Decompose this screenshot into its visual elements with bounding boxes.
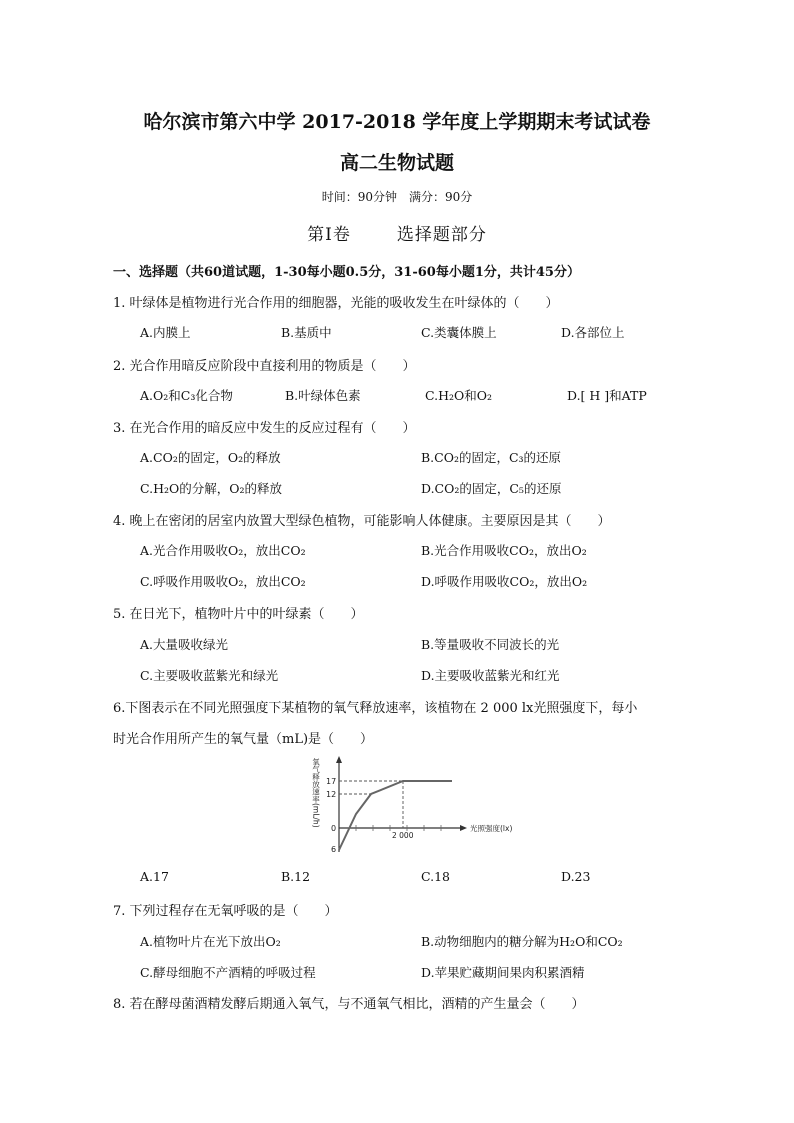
question-1-option-a: A.内膜上 bbox=[140, 325, 191, 340]
question-4-option-b: B.光合作用吸收CO₂，放出O₂ bbox=[421, 543, 587, 558]
exam-subtitle: 高二生物试题 bbox=[339, 152, 454, 174]
question-1-option-b: B.基质中 bbox=[281, 325, 332, 340]
question-2-option-c: C.H₂O和O₂ bbox=[425, 388, 493, 403]
question-1-option-d: D.各部位上 bbox=[561, 325, 625, 340]
y-tick-17: 17 bbox=[326, 777, 337, 786]
question-7-option-c: C.酵母细胞不产酒精的呼吸过程 bbox=[140, 965, 316, 980]
question-6-option-c: C.18 bbox=[421, 869, 450, 884]
y-tick-0: 0 bbox=[331, 824, 337, 833]
oxygen-release-graph bbox=[286, 754, 513, 854]
question-4-option-a: A.光合作用吸收O₂，放出CO₂ bbox=[140, 543, 306, 558]
question-6-option-b: B.12 bbox=[281, 869, 311, 884]
question-1-option-c: C.类囊体膜上 bbox=[421, 325, 497, 340]
question-2-option-a: A.O₂和C₃化合物 bbox=[140, 388, 233, 403]
question-3-option-d: D.CO₂的固定，C₅的还原 bbox=[421, 481, 562, 496]
question-2-option-d: D.[ H ]和ATP bbox=[567, 388, 647, 403]
exam-meta: 时间：90分钟 满分：90分 bbox=[321, 190, 473, 204]
y-axis-label: 氧气释放速率(mL/h) bbox=[311, 758, 321, 828]
y-axis-arrow bbox=[336, 756, 342, 763]
question-6-stem-continued: 时光合作用所产生的氧气量（mL)是（ ） bbox=[113, 732, 374, 747]
question-3-stem: 3. 在光合作用的暗反应中发生的反应过程有（ ） bbox=[113, 421, 416, 436]
question-2-stem: 2. 光合作用暗反应阶段中直接利用的物质是（ ） bbox=[113, 359, 416, 374]
volume-heading bbox=[0, 220, 794, 245]
question-7-option-d: D.苹果贮藏期间果肉积累酒精 bbox=[421, 965, 585, 980]
question-4-stem: 4. 晚上在密闭的居室内放置大型绿色植物，可能影响人体健康。主要原因是其（ ） bbox=[113, 514, 611, 529]
question-6-option-a: A.17 bbox=[140, 869, 169, 884]
question-1-stem: 1. 叶绿体是植物进行光合作用的细胞器，光能的吸收发生在叶绿体的（ ） bbox=[113, 296, 559, 311]
question-7-option-b: B.动物细胞内的糖分解为H₂O和CO₂ bbox=[421, 934, 623, 949]
y-tick-12: 12 bbox=[326, 790, 337, 799]
section-heading: 一、选择题（共60道试题，1-30每小题0.5分，31-60每小题1分，共计45分） bbox=[113, 265, 580, 280]
volume-part1: 第Ⅰ卷 bbox=[307, 225, 351, 245]
question-6-stem: 6.下图表示在不同光照强度下某植物的氧气释放速率，该植物在 2 000 lx光照强度下，每小 bbox=[113, 701, 638, 716]
x-axis-label: 光照强度(lx) bbox=[470, 824, 513, 833]
question-5-option-b: B.等量吸收不同波长的光 bbox=[421, 637, 560, 652]
question-7-stem: 7. 下列过程存在无氧呼吸的是（ ） bbox=[113, 904, 338, 919]
question-7-option-a: A.植物叶片在光下放出O₂ bbox=[140, 934, 281, 949]
x-axis-arrow bbox=[460, 825, 467, 831]
question-6-option-d: D.23 bbox=[561, 869, 591, 884]
exam-title: 哈尔滨市第六中学 2017-2018 学年度上学期期末考试试卷 bbox=[143, 111, 651, 133]
question-3-option-c: C.H₂O的分解，O₂的释放 bbox=[140, 481, 283, 496]
question-4-option-d: D.呼吸作用吸收CO₂，放出O₂ bbox=[421, 574, 588, 589]
question-5-stem: 5. 在日光下，植物叶片中的叶绿素（ ） bbox=[113, 607, 364, 622]
question-8-stem: 8. 若在酵母菌酒精发酵后期通入氧气，与不通氧气相比，酒精的产生量会（ ） bbox=[113, 997, 585, 1012]
question-5-option-a: A.大量吸收绿光 bbox=[140, 637, 229, 652]
question-2-option-b: B.叶绿体色素 bbox=[285, 388, 361, 403]
question-4-option-c: C.呼吸作用吸收O₂，放出CO₂ bbox=[140, 574, 306, 589]
question-5-option-c: C.主要吸收蓝紫光和绿光 bbox=[140, 668, 279, 683]
question-3-option-b: B.CO₂的固定，C₃的还原 bbox=[421, 450, 562, 465]
volume-part2: 选择题部分 bbox=[396, 225, 487, 245]
question-5-option-d: D.主要吸收蓝紫光和红光 bbox=[421, 668, 560, 683]
question-3-option-a: A.CO₂的固定，O₂的释放 bbox=[140, 450, 281, 465]
y-tick-6: 6 bbox=[331, 845, 337, 854]
x-tick-2000: 2 000 bbox=[392, 831, 414, 840]
